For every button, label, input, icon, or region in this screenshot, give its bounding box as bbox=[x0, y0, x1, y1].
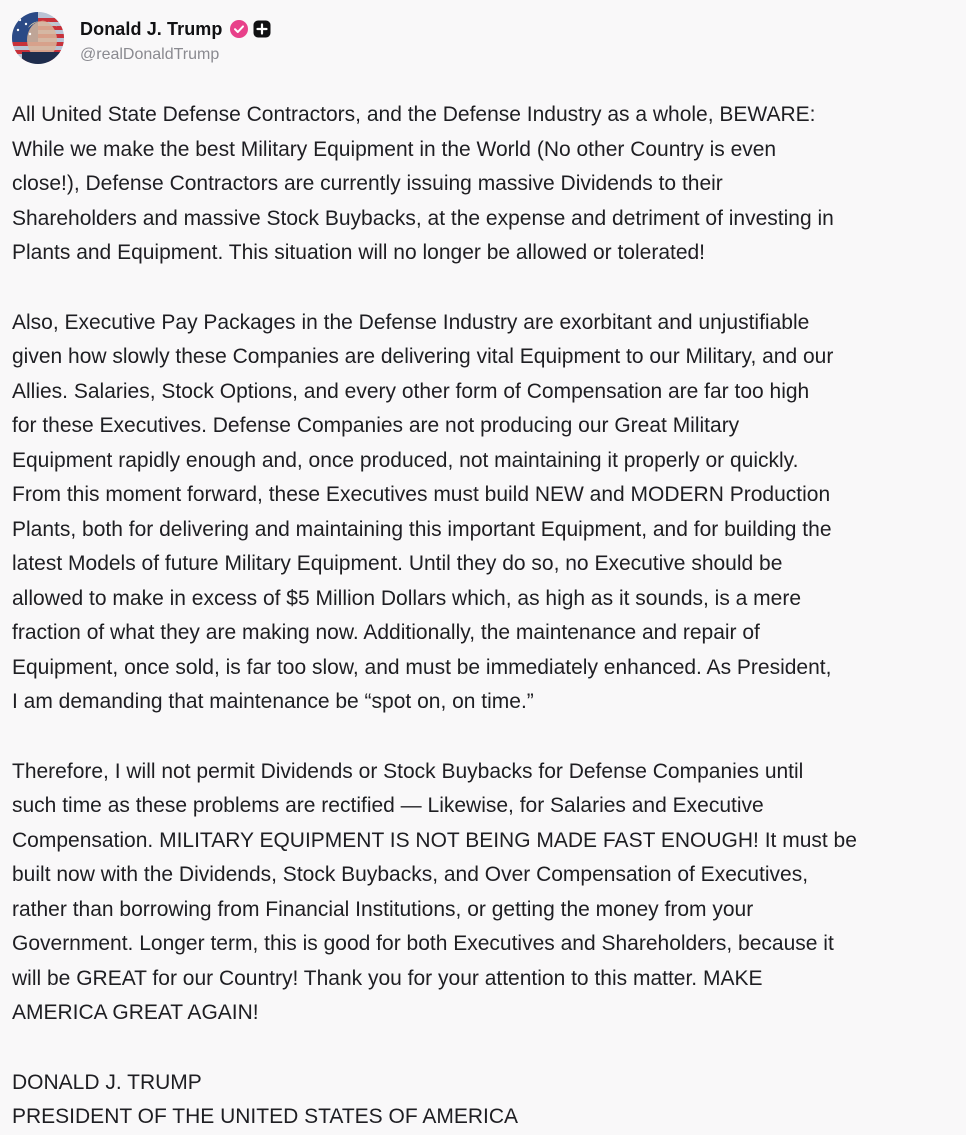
post-header bbox=[12, 12, 271, 68]
signature-name: DONALD J. TRUMP bbox=[12, 1070, 202, 1094]
plus-icon bbox=[253, 20, 271, 38]
author-display-name[interactable]: Donald J. Trump bbox=[80, 18, 223, 39]
name-row bbox=[80, 16, 271, 42]
signature-title: PRESIDENT OF THE UNITED STATES OF AMERICA bbox=[12, 1105, 519, 1128]
post-paragraph-2: Also, Executive Pay Packages in the Defense Industry are exorbitant and unjustifiable given how slowly these Companies are delivering vital Equipment to our Military, and our Allies. Salaries, Stock Options, and every other form of Compensation are far too high for these Executives. Defense Companies are not producing our Great Military Equipment rapidly enough and, once produced, not maintaining it properly or quickly. From this moment forward, these Executives must build NEW and MODERN Production Plants, both for delivering and maintaining this important Equipment, and for building the latest Models of future Military Equipment. Until they do so, no Executive should be allowed to make in excess of $5 Million Dollars which, as high as it sounds, is a mere fraction of what they are making now. Additionally, the maintenance and repair of Equipment, once sold, is far too slow, and must be immediately enhanced. As President, I am demanding that maintenance be “spot on, on time.” bbox=[12, 310, 834, 713]
author-handle[interactable]: @realDonaldTrump bbox=[80, 46, 220, 63]
avatar-image bbox=[12, 12, 64, 64]
avatar[interactable] bbox=[12, 12, 64, 64]
author-identity bbox=[80, 12, 271, 64]
post-paragraph-3: Therefore, I will not permit Dividends or Stock Buybacks for Defense Companies until such time as these problems are rectified — Likewise, for Salaries and Executive Compensation. MILITARY EQUIPMENT IS NOT BEING MADE FAST ENOUGH! It must be built now with the Dividends, Stock Buybacks, and Over Compensation of Executives, rather than borrowing from Financial Institutions, or getting the money from your Government. Longer term, this is good for both Executives and Shareholders, because it will be GREAT for our Country! Thank you for your attention to this matter. MAKE AMERICA GREAT AGAIN! bbox=[12, 759, 857, 1024]
post-paragraph-1: All United State Defense Contractors, and the Defense Industry as a whole, BEWARE: While we make the best Military Equipment in the World (No other Country is even close!), Defense Contractors are currently issuing massive Dividends to their Shareholders and massive Stock Buybacks, at the expense and detriment of investing in Plants and Equipment. This situation will no longer be allowed or tolerated! bbox=[12, 103, 834, 264]
verified-icon bbox=[230, 20, 248, 38]
post-body bbox=[12, 98, 957, 1135]
